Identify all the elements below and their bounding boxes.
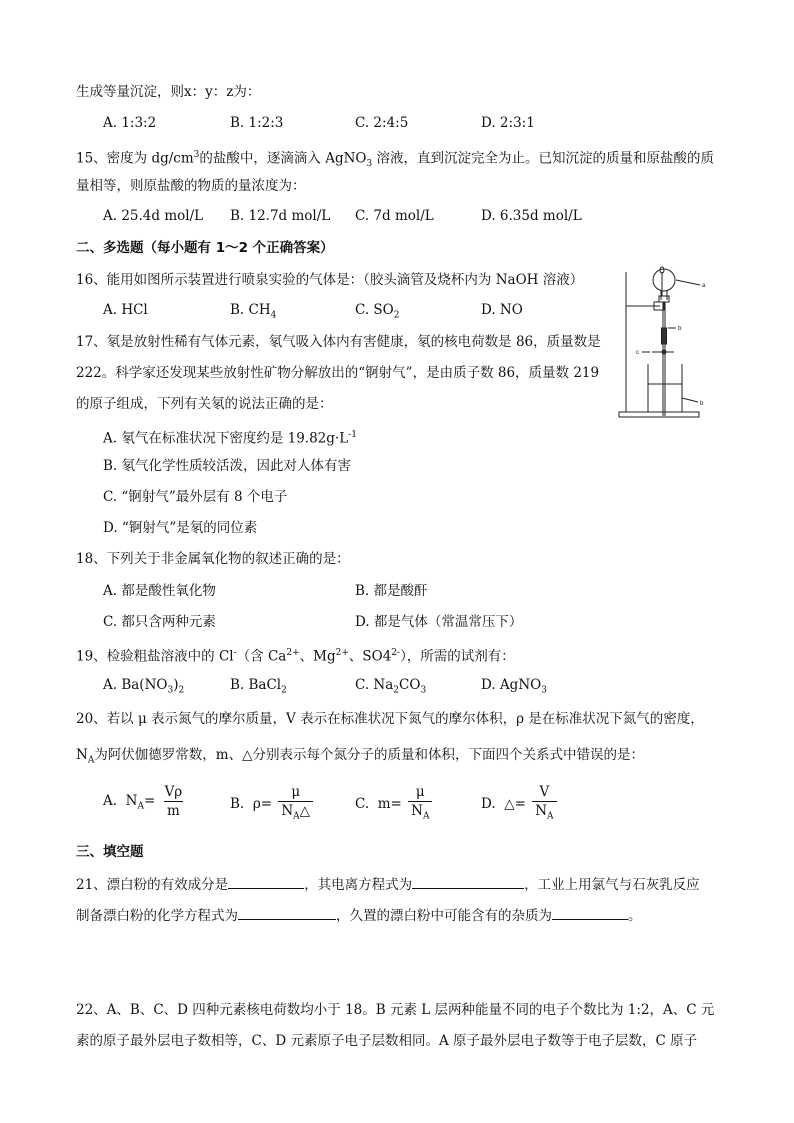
- q15-option-c: C. 7d mol/L: [355, 208, 434, 224]
- q16-option-c: C. $SO_2$: [355, 302, 400, 321]
- q17-stem-line1: 17、氡是放射性稀有气体元素，氡气吸入体内有害健康，氡的核电荷数是 86，质量数是: [76, 334, 601, 350]
- q17-option-a: A. 氡气在标准状况下密度约是 $19.82g\cdot L^{-1}$: [103, 430, 357, 447]
- figure-label-c: c: [636, 350, 639, 356]
- answer-blank[interactable]: [228, 874, 304, 889]
- figure-label-a: a: [702, 283, 706, 289]
- q20-option-b: B. ρ= $\frac{\mu}{N_A\triangle}$: [230, 784, 313, 825]
- q18-option-d: D. 都是气体（常温常压下）: [355, 614, 523, 630]
- q15-option-a: A. 25.4d mol/L: [103, 208, 204, 224]
- q20-option-a: A. $N_A=$ $\frac{V\rho}{m}$: [103, 784, 183, 819]
- q18-option-b: B. 都是酸酐: [355, 583, 428, 599]
- q17-option-d: D. “锕射气”是氡的同位素: [103, 520, 258, 536]
- figure-label-b2: b: [700, 401, 704, 407]
- q21-line1: 21、漂白粉的有效成分是 ，其电离方程式为 ，工业上用氯气与石灰乳反应: [76, 874, 700, 895]
- section-heading-multiple-choice: 二、多选题（每小题有 1～2 个正确答案）: [76, 240, 334, 256]
- q17-stem-line2: 222。科学家还发现某些放射性矿物分解放出的“锕射气”，是由质子数 86，质量数 219: [76, 365, 600, 381]
- q19-option-b: B. BaCl$_2$: [230, 677, 287, 696]
- q14-option-c: C. 2:4:5: [355, 115, 409, 131]
- q17-option-b: B. 氡气化学性质较活泼，因此对人体有害: [103, 458, 352, 474]
- q17-option-c: C. “锕射气”最外层有 8 个电子: [103, 489, 288, 505]
- q19-option-d: D. AgNO$_3$: [481, 677, 547, 696]
- q16-option-b: B. $CH_4$: [230, 302, 277, 321]
- q22-line1: 22、A、B、C、D 四种元素核电荷数均小于 18。B 元素 L 层两种能量不同的电子个数比为 1:2，A、C 元: [76, 1002, 715, 1018]
- q16-stem: 16、能用如图所示装置进行喷泉实验的气体是：（胶头滴管及烧杯内为 NaOH 溶液）: [76, 272, 584, 288]
- q16-option-d: D. NO: [481, 302, 523, 318]
- q15-option-d: D. 6.35d mol/L: [481, 208, 582, 224]
- q19-option-a: A. $Ba(NO_3)_2$: [103, 677, 185, 696]
- q15-stem-line1: 15、密度为 $dg/cm^3$的盐酸中，逐滴滴入 AgNO$_3$ 溶液，直到沉淀完全为止。已知沉淀的质量和原盐酸的质: [76, 150, 714, 170]
- q14-option-b: B. 1:2:3: [230, 115, 284, 131]
- answer-blank[interactable]: [412, 874, 524, 889]
- q19-option-c: C. $Na_2CO_3$: [355, 677, 427, 696]
- answer-blank[interactable]: [552, 905, 628, 920]
- q22-line2: 素的原子最外层电子数相等，C、D 元素原子电子层数相同。A 原子最外层电子数等于电子层数，C 原子: [76, 1033, 698, 1049]
- q15-stem-line2: 量相等，则原盐酸的物质的量浓度为：: [76, 178, 306, 194]
- q19-stem: 19、检验粗盐溶液中的 Cl-（含 $Ca^{2+}$、$Mg^{2+}$、$SO4^{2-}$），所需的试剂有：: [76, 648, 515, 665]
- section-heading-fill-in: 三、填空题: [76, 844, 144, 860]
- q14-stem: 生成等量沉淀，则x：y：z为：: [76, 84, 261, 100]
- answer-blank[interactable]: [238, 905, 336, 920]
- q14-option-a: A. 1:3:2: [103, 115, 157, 131]
- q15-option-b: B. 12.7d mol/L: [230, 208, 331, 224]
- q20-option-c: C. m= $\frac{\mu}{N_A}$: [355, 784, 432, 825]
- q18-stem: 18、下列关于非金属氧化物的叙述正确的是：: [76, 551, 350, 567]
- q17-stem-line3: 的原子组成，下列有关氡的说法正确的是：: [76, 396, 333, 412]
- q20-stem-line1: 20、若以 μ 表示氮气的摩尔质量，V 表示在标准状况下氮气的摩尔体积，ρ 是在标准状况下氮气的密度，: [76, 711, 704, 727]
- q20-option-d: D. △= $\frac{V}{N_A}$: [481, 784, 557, 825]
- q21-line2: 制备漂白粉的化学方程式为 ，久置的漂白粉中可能含有的杂质为 。: [76, 905, 642, 926]
- q18-option-a: A. 都是酸性氧化物: [103, 583, 216, 599]
- figure-label-b: b: [678, 326, 682, 332]
- q14-option-d: D. 2:3:1: [481, 115, 535, 131]
- q20-stem-line2: $N_A$为阿伏伽德罗常数，m、△分别表示每个氮分子的质量和体积，下面四个关系式中错误的是：: [76, 747, 644, 766]
- fountain-apparatus-figure: [616, 266, 716, 421]
- q18-option-c: C. 都只含两种元素: [103, 614, 216, 630]
- q16-option-a: A. HCl: [103, 302, 148, 318]
